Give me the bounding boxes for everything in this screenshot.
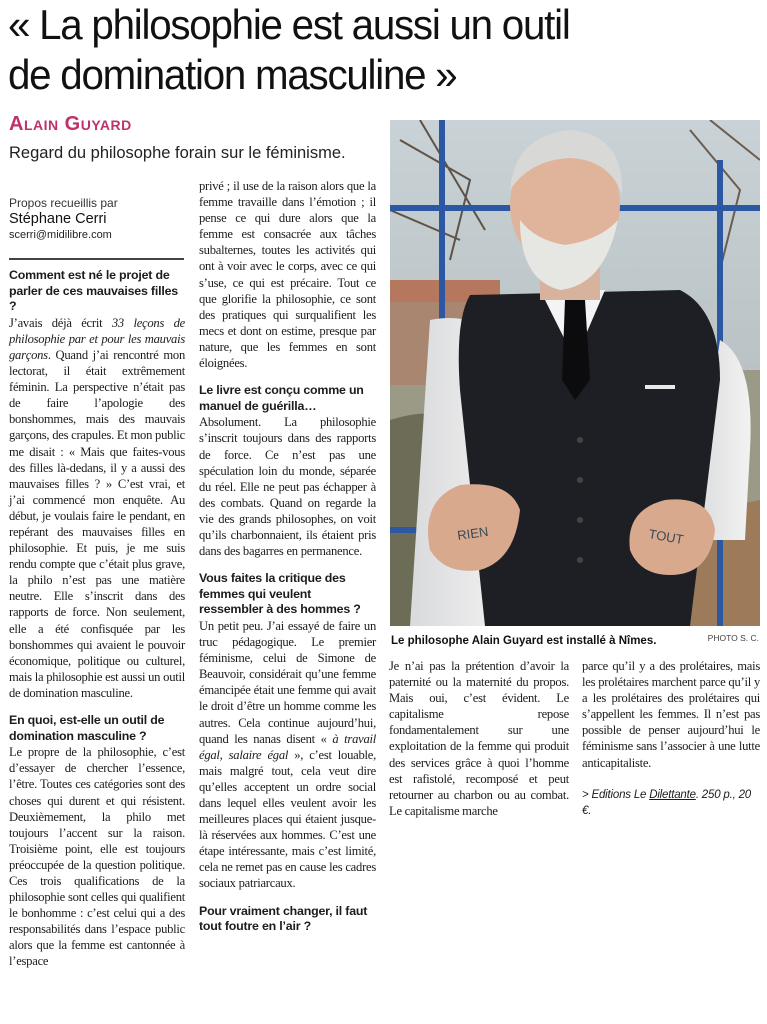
answer-4: Un petit peu. J’ai essayé de faire un truc pédagogique. Le premier féminisme, celui de Simone de Beauvoir, considérait qu’une femme émancipée était une femme qui avait le droit d’être un homme comme les autres. Cela continue aujourd’hui, quand les nanas disent « à travail égal, salaire égal », c’est louable, mais malgré tout, cela veut dire qu’elles acceptent un ordre social dans lequel elles veulent avoir les meilleures places qui étaient jusque-là réservées aux hommes. C’est une étape intéressante, mais c’est limité, cela ne remet pas en cause les cadres sociaux patriarcaux. — [199, 618, 377, 891]
photo-credit: PHOTO S. C. — [707, 633, 759, 643]
book-title: 33 leçons de philosophie par et pour les mauvais garçons — [9, 315, 186, 362]
question-3: Le livre est conçu comme un manuel de guérilla… — [199, 383, 364, 413]
question-5: Pour vraiment changer, il faut tout foutre en l’air ? — [199, 903, 368, 934]
headline — [8, 0, 730, 100]
answer-2-part-1: Le propre de la philosophie, c’est d’essayer de chercher l’essence, l’être. Toutes ces catégories sont des choses qui durent et qui résistent. Deuxièmement, la philo met toujours l’accent sur la raison. Troisième point, elle est toujours préoccupée de la question politique. Ces trois qualifications de la philosophie sont celles qui qualifient le bonhomme : c’est celui qui a des responsabilités dans l’espace public alors que la femme est cantonnée à l’espace — [9, 745, 185, 969]
question-2: En quoi, est-elle un outil de domination masculine ? — [9, 713, 165, 743]
portrait-photo — [390, 120, 760, 626]
article-column-4 — [582, 658, 760, 819]
answer-3: Absolument. La philosophie s’inscrit toujours dans des rapports de force. Ce n’est pas une spéculation loin du monde, séparée du réel. Elle ne peut pas échapper à des combats. Quand on regarde la vie des grands philosophes, on voit qu’ils charbonnaient, ils étaient pris dans des bagarres en permanence. — [199, 415, 376, 559]
author-name: Alain Guyard — [9, 113, 132, 135]
tattoo-left: RIEN — [456, 523, 490, 543]
headline-line-1: « La philosophie est aussi un outil — [8, 1, 570, 48]
byline-divider — [9, 258, 184, 260]
byline — [9, 196, 189, 241]
article-column-2 — [199, 178, 376, 935]
byline-name: Stéphane Cerri — [9, 211, 107, 227]
byline-intro: Propos recueillis par — [9, 196, 118, 210]
question-1: Comment est né le projet de parler de ces mauvaises filles ? — [9, 268, 178, 314]
byline-email[interactable]: scerri@midilibre.com — [9, 229, 112, 241]
answer-2-part-2: privé ; il use de la raison alors que la femme travaille dans l’émotion ; il pense ce qui dure alors que la femme est consacrée aux tâches subalternes, toutes les activités qui ont à voir avec le corps, avec ce qui s’use, ce qui est précaire. Tout ce que glorifie la philosophie, ce sont des pratiques qui surqualifient les mecs et dont on estime, presque par nature, que les femmes en sont éloignées. — [199, 179, 376, 371]
answer-5-part-2: parce qu’il y a des prolétaires, mais les prolétaires marchent parce qu’il y a les prolétaires des prolétaires qui s’appellent les femmes. Il n’est pas possible de penser aujourd’hui le féminisme sans l’associer à une lutte anticapitaliste. — [582, 659, 760, 770]
book-reference: > Editions Le Dilettante. 250 p., 20 €. — [582, 788, 751, 817]
headline-line-2: de domination masculine » — [8, 51, 457, 98]
caption-text: Le philosophe Alain Guyard est installé à Nîmes. — [391, 635, 657, 647]
article-column-1 — [9, 268, 185, 970]
tattoo-right: TOUT — [647, 526, 685, 548]
slogan: à travail égal, salaire égal — [199, 731, 377, 762]
question-4: Vous faites la critique des femmes qui veulent ressembler à des hommes ? — [199, 571, 361, 617]
article-column-3 — [389, 658, 569, 819]
answer-1: J’avais déjà écrit 33 leçons de philosophie par et pour les mauvais garçons. Quand j’ai rencontré mon lectorat, il était extrêmement féminin. La perspective n’était pas de faire l’apologie des bonshommes, mais des mauvais garçons, des crapules. Et mon public me disait : « Mais que faites-vous des filles là-dedans, il y a aussi des mauvaises filles ? » C’est vrai, et j’ai commencé mon enquête. Au début, je voulais faire le pendant, en repérant des mauvaises filles en philosophie. Et puis, je me suis rendu compte que c’était plus grave, la philo n’est pas une matière neutre. Elle s’inscrit dans des rapports de force. Non seulement, elle a été confisquée par les bonshommes qui avaient le pouvoir économique, politique ou culturel, mais la philosophie est aussi un outil de domination masculine. — [9, 315, 186, 700]
answer-5-part-1: Je n’ai pas la prétention d’avoir la paternité ou la maternité du propos. Mais oui, c’est évident. Le capitalisme repose fondamentalement sur une exploitation de la femme qui produit des services grâce à quoi l’homme est rafistolé, recomposé et peut retourner au charbon ou au combat. Le capitalisme marche — [389, 659, 569, 818]
photo-caption — [391, 631, 761, 649]
subtitle: Regard du philosophe forain sur le féminisme. — [9, 144, 346, 162]
publisher-link[interactable]: Dilettante — [649, 788, 696, 801]
